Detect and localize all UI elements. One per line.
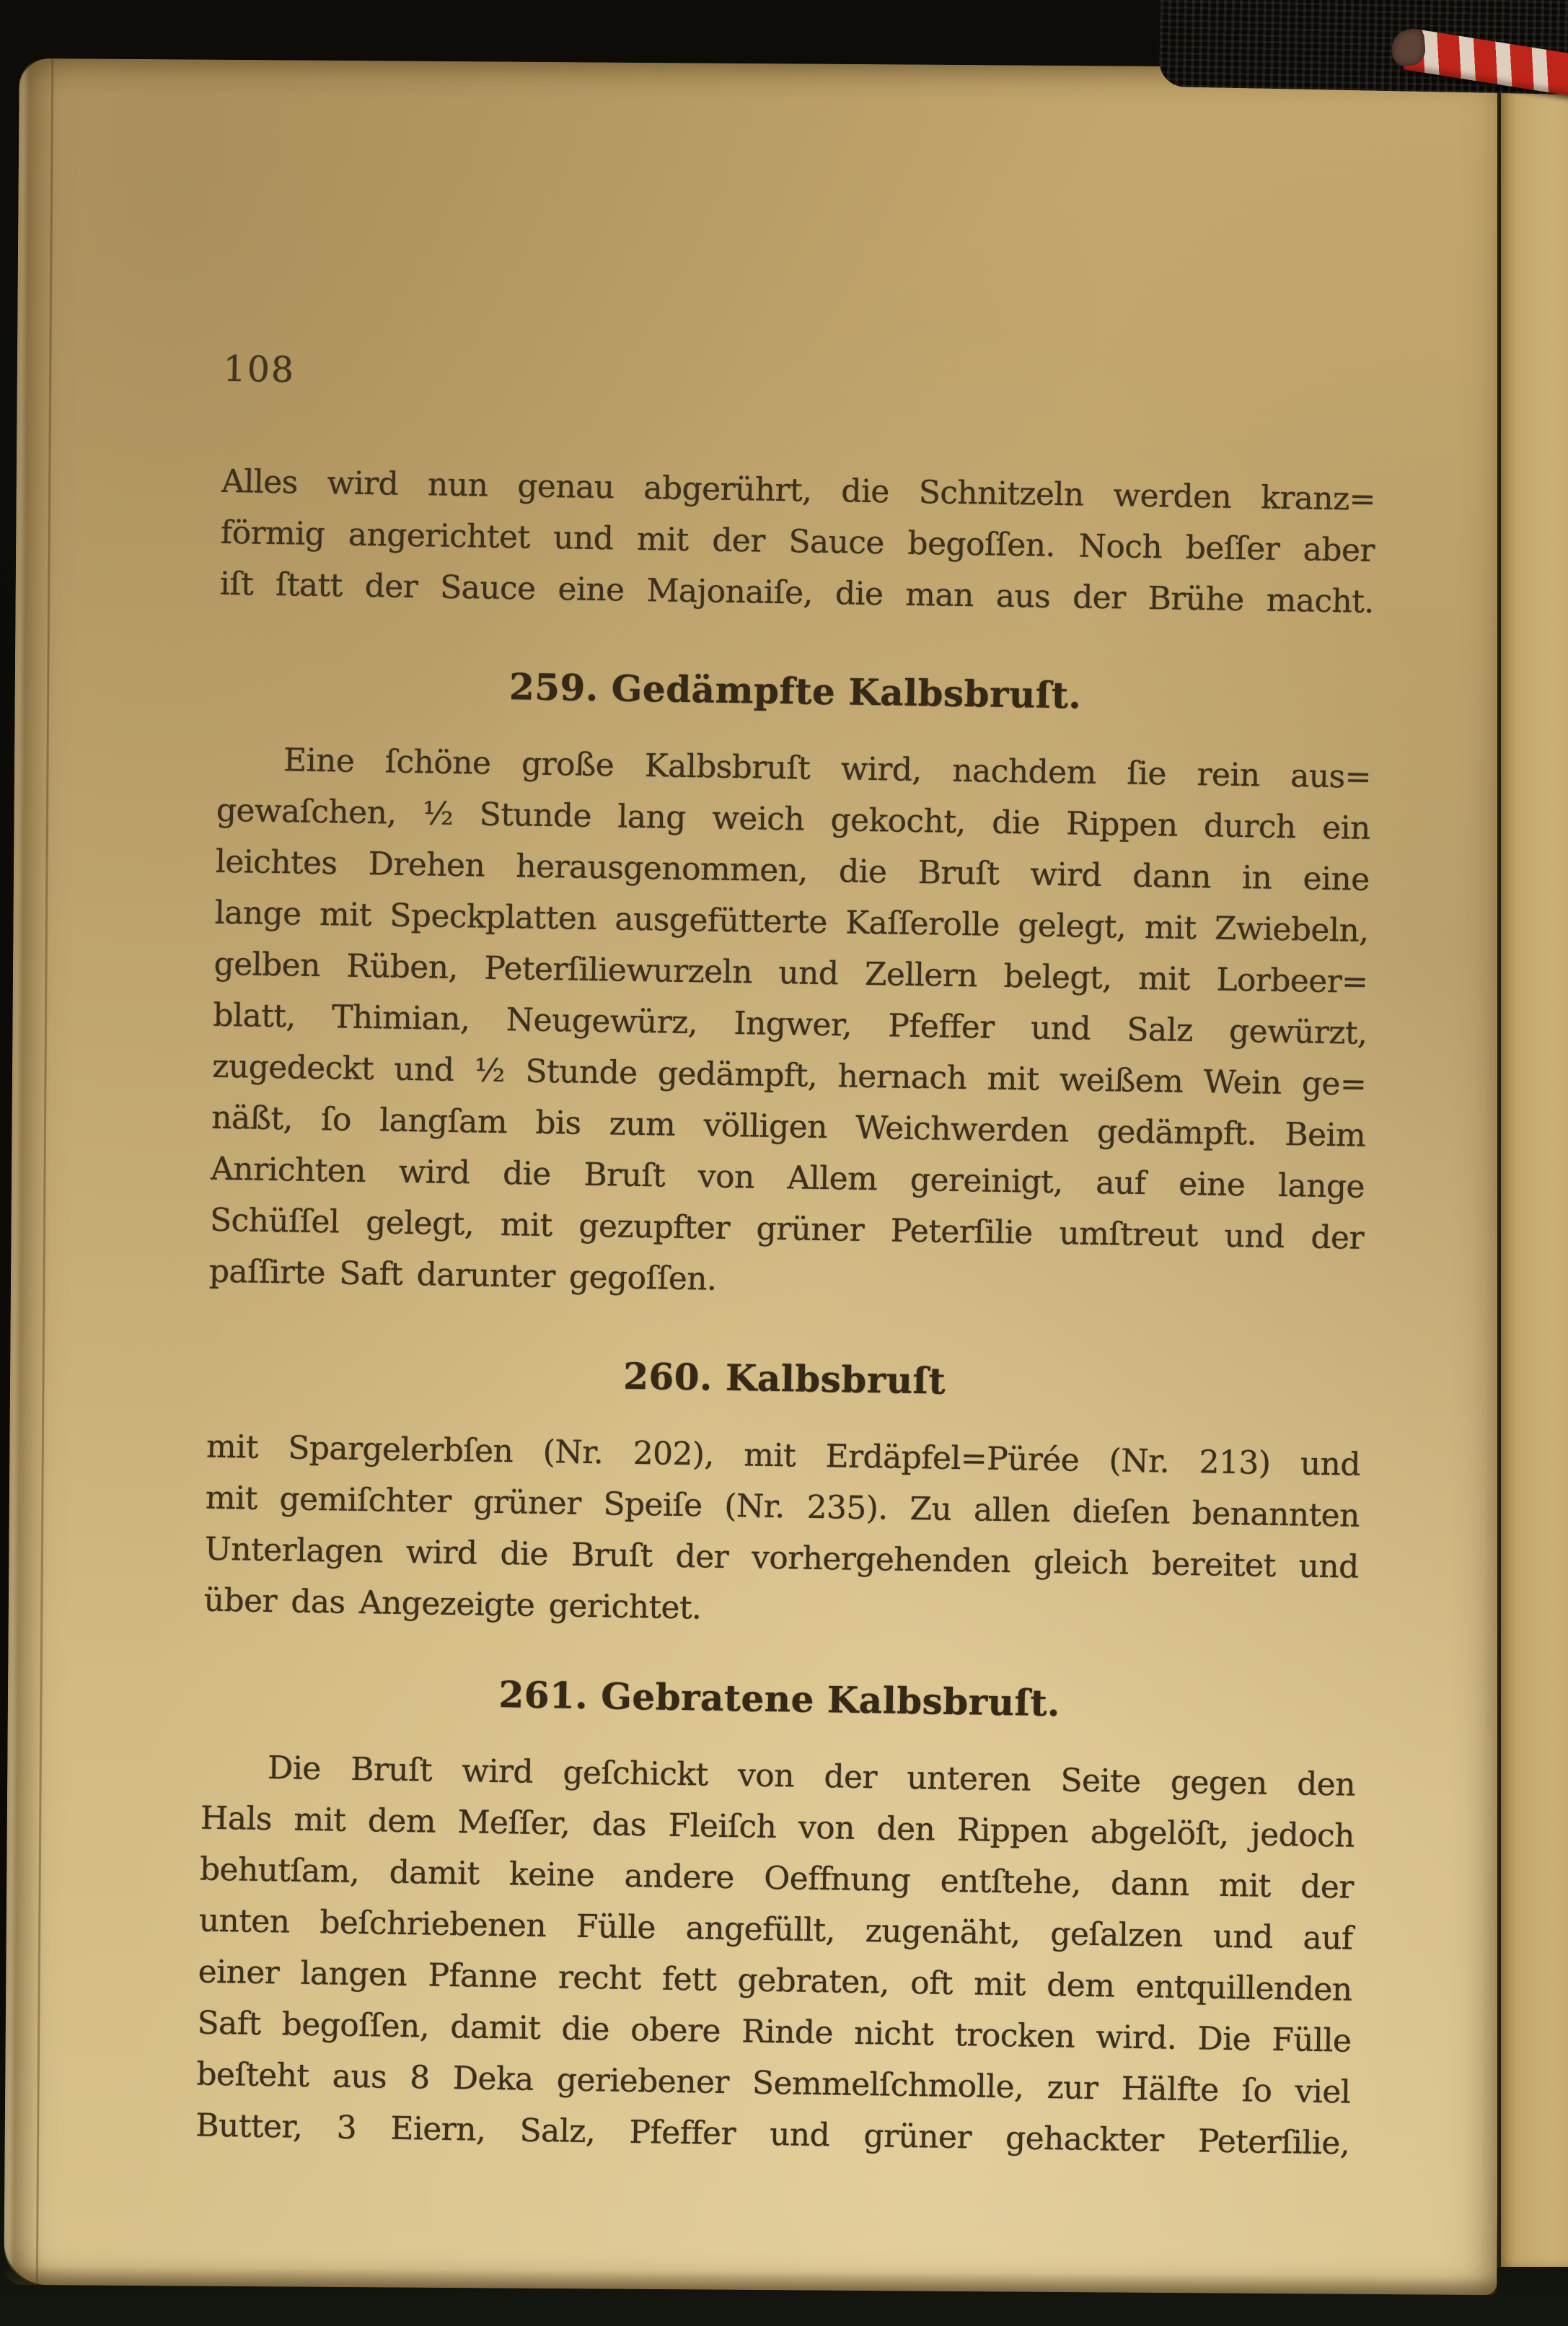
text-line: Die Bruſt wird geſchickt von der unteren Seite gegen den <box>267 1750 1356 1804</box>
recipe-heading-259 <box>218 660 1373 723</box>
page-number: 108 <box>223 348 296 391</box>
page-bottom-edge <box>4 2266 1497 2295</box>
text-line: mit gemiſchter grüner Speiſe (Nr. 235). Zu allen dieſen benannten <box>205 1479 1360 1535</box>
paragraph-intro <box>219 456 1375 628</box>
page-stack-edge <box>4 58 58 2285</box>
recipe-heading-261 <box>202 1668 1357 1731</box>
recipe-number: 259. <box>508 665 599 710</box>
text-line: zugedeckt und ½ Stunde gedämpft, hernach mit weißem Wein ge= <box>211 1048 1367 1103</box>
text-line: gewaſchen, ½ Stunde lang weich gekocht, die Rippen durch ein <box>216 791 1371 847</box>
recipe-number: 261. <box>498 1673 589 1717</box>
text-line: iſt ſtatt der Sauce eine Majonaiſe, die man aus der Brühe macht. <box>219 565 1375 620</box>
text-line: Hals mit dem Meſſer, das Fleiſch von den Rippen abgelöſt, jedoch <box>200 1799 1355 1855</box>
next-page-edge <box>1497 87 1568 2267</box>
recipe-number: 260. <box>622 1354 713 1399</box>
text-line: behutſam, damit keine andere Oeffnung entſtehe, dann mit der <box>199 1851 1355 1906</box>
recipe-261-body <box>195 1742 1356 2169</box>
text-line: über das Angezeigte gerichtet. <box>203 1581 702 1627</box>
text-line: förmig angerichtet und mit der Sauce begoſſen. Noch beſſer aber <box>220 514 1375 569</box>
book-page <box>4 58 1512 2295</box>
recipe-heading-260 <box>207 1348 1362 1410</box>
recipe-title: Kalbsbruſt <box>725 1356 946 1403</box>
text-line: paſſirte Saft darunter gegoſſen. <box>208 1252 717 1298</box>
text-line: Schüſſel gelegt, mit gezupfter grüner Peterſilie umſtreut und der <box>209 1201 1365 1257</box>
text-line: lange mit Speckplatten ausgefütterte Kaſſerolle gelegt, mit Zwiebeln, <box>214 894 1369 949</box>
text-line: Anrichten wird die Bruſt von Allem gereinigt, auf eine lange <box>210 1150 1365 1206</box>
text-line: gelben Rüben, Peterſiliewurzeln und Zellern belegt, mit Lorbeer= <box>213 945 1368 1001</box>
text-line: blatt, Thimian, Neugewürz, Ingwer, Pfeffer und Salz gewürzt, <box>213 996 1367 1052</box>
text-line: beſteht aus 8 Deka geriebener Semmelſchmolle, zur Hälfte ſo viel <box>196 2055 1351 2111</box>
text-line: Alles wird nun genau abgerührt, die Schnitzeln werden kranz= <box>221 462 1376 518</box>
text-block <box>195 349 1378 2169</box>
recipe-259-body <box>208 734 1371 1315</box>
text-line: leichtes Drehen herausgenommen, die Bruſt wird dann in eine <box>215 843 1370 898</box>
text-line: mit Spargelerbſen (Nr. 202), mit Erdäpfel=Pürée (Nr. 213) und <box>206 1428 1361 1483</box>
text-line: Eine ſchöne große Kalbsbruſt wird, nachdem ſie rein aus= <box>283 742 1372 796</box>
recipe-title: Gebratene Kalbsbruſt. <box>600 1675 1061 1725</box>
recipe-260-body <box>203 1421 1360 1644</box>
recipe-title: Gedämpfte Kalbsbruſt. <box>611 667 1082 717</box>
text-line: unten beſchriebenen Fülle angefüllt, zugenäht, geſalzen und auf <box>198 1902 1354 1957</box>
text-line: Unterlagen wird die Bruſt der vorhergehenden gleich bereitet und <box>204 1530 1360 1586</box>
text-line: näßt, ſo langſam bis zum völligen Weichwerden gedämpft. Beim <box>211 1099 1366 1154</box>
text-line: einer langen Pfanne recht fett gebraten, oft mit dem entquillenden <box>198 1953 1352 2009</box>
text-line: Butter, 3 Eiern, Salz, Pfeffer und grüner gehackter Peterſilie, <box>195 2107 1350 2162</box>
text-line: Saft begoſſen, damit die obere Rinde nicht trocken wird. Die Fülle <box>197 2004 1352 2060</box>
